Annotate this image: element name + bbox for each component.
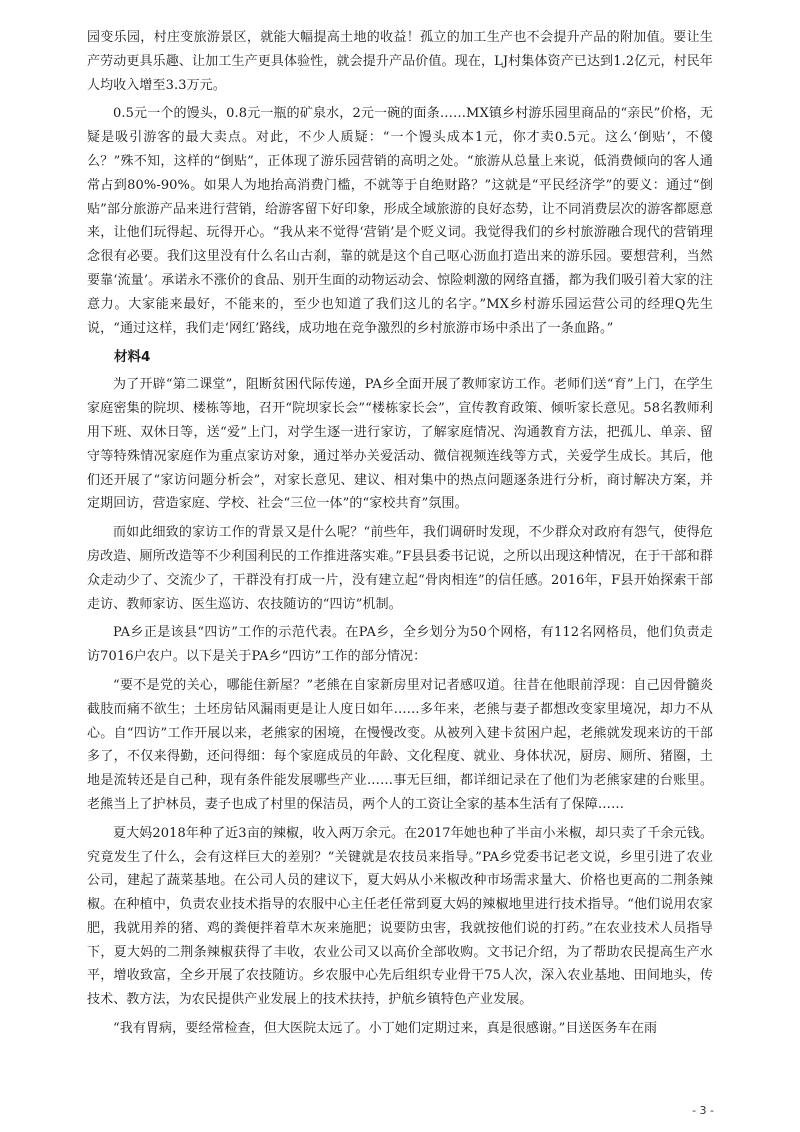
paragraph-xia-chili: 夏大妈2018年种了近3亩的辣椒，收入两万余元。在2017年她也种了半亩小米椒，却只卖了千余元钱。究竟发生了什么，会有这样巨大的差别？“关键就是农技员来指导。”PA乡党委书记老文说，乡里引进了农业公司，建起了蔬菜基地。在公司人员的建议下，夏大妈从小米椒改种市场需求量大、价格也更高的二荆条辣椒。在种植中，负责农业技术指导的农服中心主任老任常到夏大妈的辣椒地里进行技术指导。“他们说用农家肥，我就用养的猪、鸡的粪便拌着草木灰来施肥；说要防虫害，我就按他们说的打药。”在农业技术人员指导下，夏大妈的二荆条辣椒获得了丰收，农业公司又以高价全部收购。文书记介绍，为了帮助农民提高生产水平，增收致富，全乡开展了农技随访。乡农服中心先后组织专业骨干75人次，深入农业基地、田间地头，传技术、教方法，为农民提供产业发展上的技术扶持，护航乡镇特色产业发展。 — [87, 825, 713, 1008]
page-number: - 3 - — [692, 1104, 714, 1117]
document-page — [87, 26, 713, 1046]
paragraph-teacher-home-visits: 为了开辟“第二课堂”，阻断贫困代际传递，PA乡全面开展了教师家访工作。老师们送“育”上门，在学生家庭密集的院坝、楼栋等地，召开“院坝家长会”“楼栋家长会”，宣传教育政策、倾听家长意见。58名教师利用下班、双休日等，送“爱”上门，对学生逐一进行家访，了解家庭情况、沟通教育方法，把孤儿、单亲、留守等特殊情况家庭作为重点家访对象，通过举办关爱活动、微信视频连线等方式，关爱学生成长。其后，他们还开展了“家访问题分析会”，对家长意见、建议、相对集中的热点问题逐条进行分析，商讨解决方案，并定期回访，营造家庭、学校、社会“三位一体”的“家校共育”氛围。 — [87, 377, 713, 512]
paragraph-continued-intro: 园变乐园，村庄变旅游景区，就能大幅提高土地的收益！孤立的加工生产也不会提升产品的附加值。要让生产劳动更具乐趣、让加工生产更具体验性，就会提升产品价值。现在，LJ村集体资产已达到1.2亿元，村民年人均收入增至3.3万元。 — [87, 30, 713, 93]
section-heading-material-4: 材料4 — [114, 349, 151, 366]
paragraph-mx-pricing: 0.5元一个的馒头，0.8元一瓶的矿泉水，2元一碗的面条……MX镇乡村游乐园里商品的“亲民”价格，无疑是吸引游客的最大卖点。对此，不少人质疑：“一个馒头成本1元，你才卖0.5元。这么‘倒贴’，不傻么？”殊不知，这样的“倒贴”，正体现了游乐园营销的高明之处。“旅游从总量上来说，低消费倾向的客人通常占到80%-90%。如果人为地抬高消费门槛，不就等于自绝财路？”这就是“平民经济学”的要义：通过“倒贴”部分旅游产品来进行营销，给游客留下好印象，形成全域旅游的良好态势，让不同消费层次的游客都愿意来，让他们玩得起、玩得开心。“我从来不觉得‘营销’是个贬义词。我觉得我们的乡村旅游融合现代的营销理念很有必要。我们这里没有什么名山古刹，靠的就是这个自己呕心沥血打造出来的游乐园。要想营利，当然要靠‘流量’。承诺永不涨价的食品、别开生面的动物运动会、惊险刺激的网络直播，都为我们吸引着大家的注意力。大家能来最好，不能来的，至少也知道了我们这儿的名字。”MX乡村游乐园运营公司的经理Q先生说，“通过这样，我们走‘网红’路线，成功地在竞争激烈的乡村旅游市场中杀出了一条血路。” — [87, 106, 713, 336]
paragraph-medical-visit: “我有胃病，要经常检查，但大医院太远了。小丁她们定期过来，真是很感谢。”目送医务车在雨 — [113, 1021, 658, 1037]
paragraph-lao-xiong: “要不是党的关心，哪能住新屋？”老熊在自家新房里对记者感叹道。往昔在他眼前浮现：自己因骨髓炎截肢而痛不欲生；土坯房钻风漏雨更是让人度日如年……多年来，老熊与妻子都想改变家里境况，却力不从心。自“四访”工作开展以来，老熊家的困境，在慢慢改变。从被列入建卡贫困户起，老熊就发现来访的干部多了，不仅来得勤，还问得细：每个家庭成员的年龄、文化程度、就业、身体状况，厨房、厕所、猪圈，土地是流转还是自己种，现有条件能发展哪些产业……事无巨细，都详细记录在了他们为老熊家建的台账里。老熊当上了护林员，妻子也成了村里的保洁员，两个人的工资让全家的基本生活有了保障…… — [87, 677, 713, 812]
paragraph-four-visits-background: 而如此细致的家访工作的背景又是什么呢？“前些年，我们调研时发现，不少群众对政府有怨气，使得危房改造、厕所改造等不少利国利民的工作推进落实难。”F县县委书记说，之所以出现这种情况，在于干部和群众走动少了、交流少了，干群没有打成一片，没有建立起“骨肉相连”的信任感。2016年，F县开始探索干部走访、教师家访、医生巡访、农技随访的“四访”机制。 — [87, 525, 713, 612]
paragraph-pa-grid-overview: PA乡正是该县“四访”工作的示范代表。在PA乡，全乡划分为50个网格，有112名网格员，他们负责走访7016户农户。以下是关于PA乡“四访”工作的部分情况： — [87, 625, 713, 665]
